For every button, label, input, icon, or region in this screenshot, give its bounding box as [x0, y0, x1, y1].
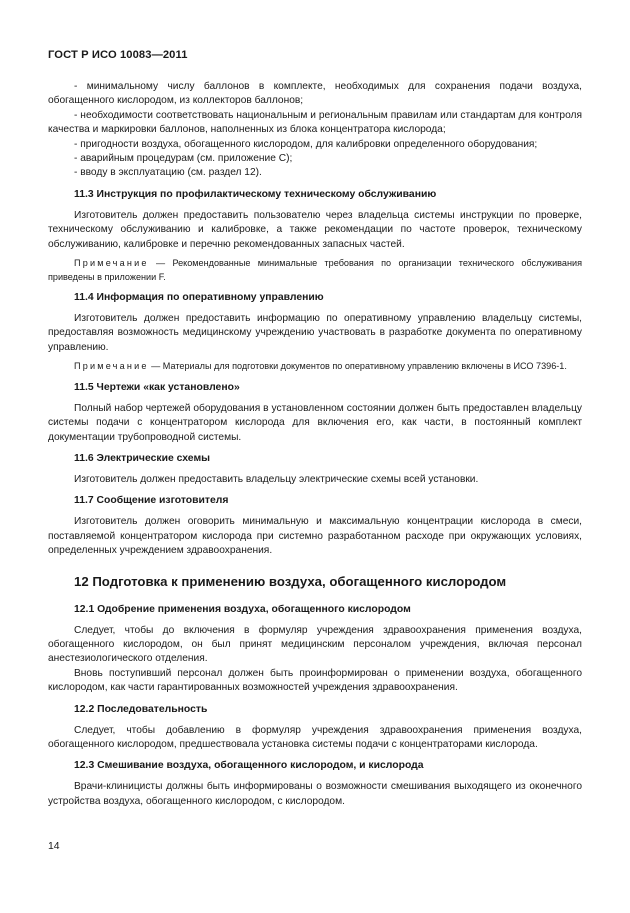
- section-11-3-note: [48, 257, 582, 284]
- section-11-7-text: Изготовитель должен оговорить минимальную и максимальную концентрации кислорода в смеси, поставляемой концентратором кислорода при системно разработанном расходе при окружающих условиях, определенных учреждением здравоохранения.: [48, 516, 582, 557]
- section-12-2-text: Следует, чтобы добавлению в формуляр учреждения здравоохранения применения воздуха, обогащенного кислородом, предшествовала установка системы подачи с концентраторами кислорода.: [48, 724, 582, 751]
- note-label: Примечание: [74, 258, 149, 269]
- section-11-5-text: Полный набор чертежей оборудования в установленном состоянии должен быть предоставлен владельцу системы подачи с концентратором кислорода для включения его, как части, в постоянный комплект документации трубопроводной системы.: [48, 402, 582, 443]
- section-12-1-text: Следует, чтобы до включения в формуляр учреждения здравоохранения применения воздуха, обогащенного кислородом, он был принят медицинским персоналом учреждения, включая персонал анестезиологического отделения.: [48, 624, 582, 665]
- page-number: 14: [48, 841, 60, 852]
- note-label: Примечание: [74, 361, 149, 372]
- section-12-2-heading: 12.2 Последовательность: [74, 703, 208, 715]
- section-12-3-heading: 12.3 Смешивание воздуха, обогащенного кислородом, и кислорода: [74, 760, 424, 772]
- section-12-1-heading: 12.1 Одобрение применения воздуха, обогащенного кислородом: [74, 603, 411, 615]
- section-12-3-text: Врачи-клиницисты должны быть информированы о возможности смешивания выходящего из оконечного устройства воздуха, обогащенного кислородом, с кислородом.: [48, 781, 582, 807]
- section-11-6-heading: 11.6 Электрические схемы: [74, 453, 211, 464]
- note-text: — Рекомендованные минимальные требования по организации технического обслуживания приведены в приложении F.: [48, 258, 582, 282]
- section-11-4-text: Изготовитель должен предоставить информацию по оперативному управлению владельцу системы, предоставляя возможность медицинскому учреждению участвовать в разработке документа по оперативному управлению.: [48, 313, 582, 353]
- list-item: - аварийным процедурам (см. приложение C);: [74, 153, 293, 165]
- list-item: - пригодности воздуха, обогащенного кислородом, для калибровки определенного оборудования;: [74, 138, 538, 150]
- section-11-4-heading: 11.4 Информация по оперативному управлению: [74, 292, 324, 304]
- section-11-5-heading: 11.5 Чертежи «как установлено»: [74, 381, 240, 393]
- list-item: - минимальному числу баллонов в комплекте, необходимых для сохранения подачи воздуха, обогащенного кислородом, из коллекторов баллонов;: [48, 81, 582, 107]
- list-item: - необходимости соответствовать национальным и региональным правилам или стандартам для контроля качества и маркировки баллонов, наполненных из блока концентратора кислорода;: [48, 109, 582, 136]
- document-code-header: ГОСТ Р ИСО 10083—2011: [48, 49, 188, 61]
- section-11-4-note: [48, 360, 582, 374]
- page-content: [48, 80, 582, 809]
- section-11-3-text: Изготовитель должен предоставить пользователю через владельца системы инструкции по проверке, техническому обслуживанию и калибровке, а также рекомендации по частоте проверок, техническому обслуживанию, калибровке и перечню рекомендованных запасных частей.: [48, 209, 582, 250]
- section-12-1-text-2: Вновь поступивший персонал должен быть проинформирован о применении воздуха, обогащенного кислородом, как части гарантированных возможностей учреждения здравоохранения.: [48, 667, 582, 694]
- list-item: - вводу в эксплуатацию (см. раздел 12).: [74, 167, 262, 179]
- section-11-6-text: Изготовитель должен предоставить владельцу электрические схемы всей установки.: [74, 474, 479, 485]
- section-12-heading: 12 Подготовка к применению воздуха, обогащенного кислородом: [74, 573, 507, 589]
- section-11-3-heading: 11.3 Инструкция по профилактическому техническому обслуживанию: [74, 188, 437, 200]
- note-text: — Материалы для подготовки документов по оперативному управлению включены в ИСО 7396-1.: [151, 361, 567, 372]
- section-11-7-heading: 11.7 Сообщение изготовителя: [74, 495, 229, 507]
